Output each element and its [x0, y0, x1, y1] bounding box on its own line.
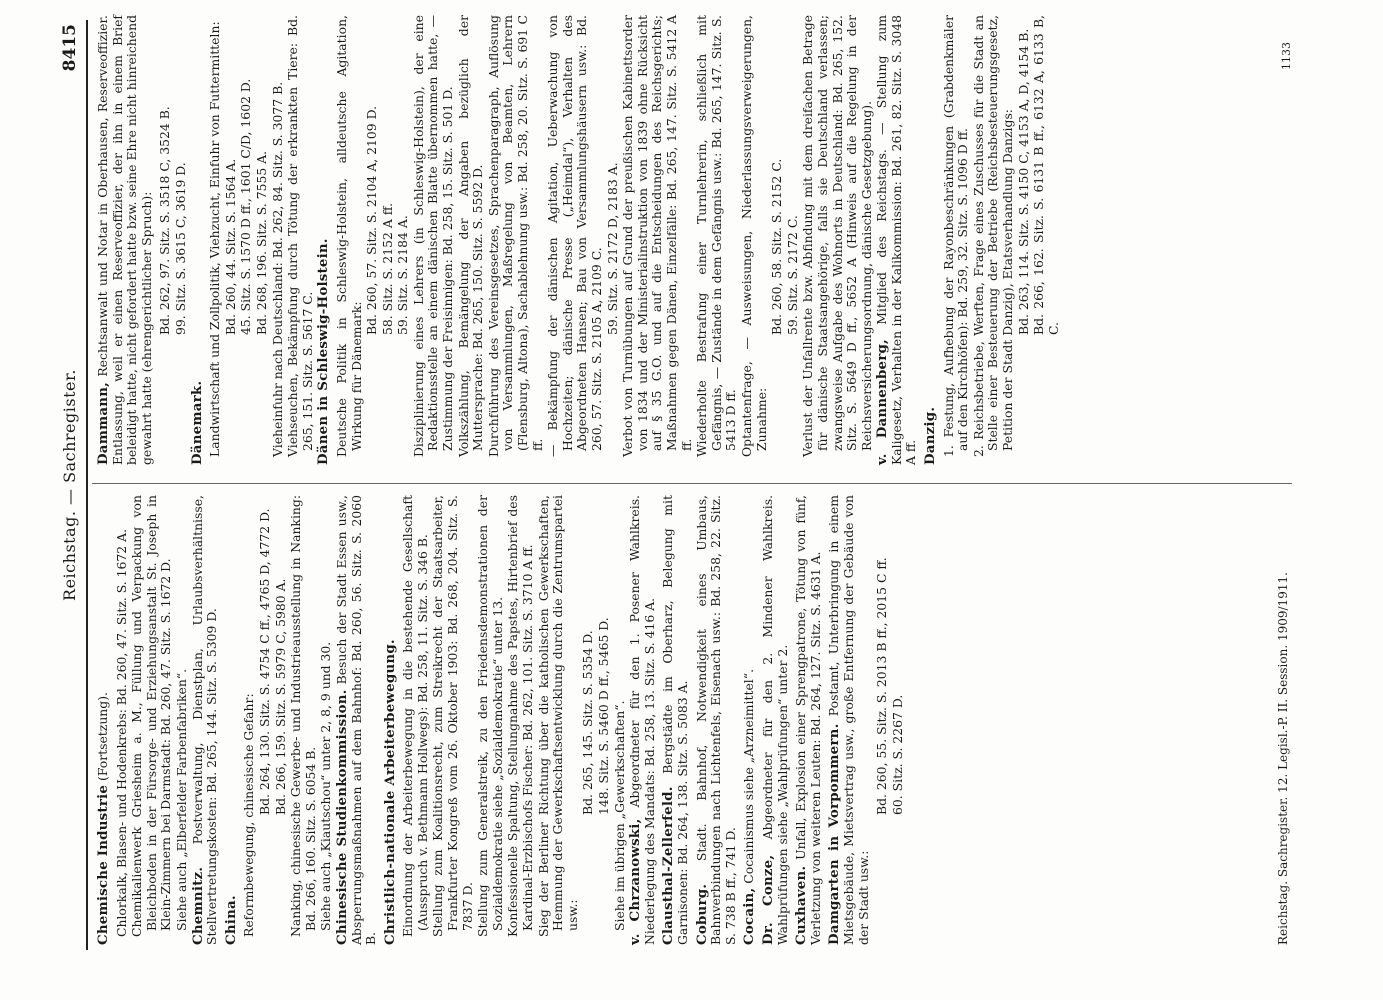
entry-text: 99. Sitz. S. 3615 C, 3619 D. — [172, 162, 188, 335]
index-entry — [335, 495, 379, 945]
entry-text: Chlorkalk, Blasen- und Hodenkrebs: Bd. 260, 47. Sitz. S. 1672 A. — [113, 528, 129, 937]
index-subentry — [274, 495, 289, 945]
index-subentry — [255, 15, 270, 465]
entry-text: Abgeordneter für den 2. Mindener Wahlkreis. Wahlprüfungen siehe „Wahlprüfungen“ unter 2. — [759, 494, 790, 945]
entry-keyword: Chemische Industrie — [95, 784, 111, 945]
entry-keyword: Dänen in Schleswig-Holstein. — [315, 238, 332, 465]
index-subentry — [476, 495, 505, 945]
index-subentry — [242, 495, 257, 945]
entry-text: Deutsche Politik in Schleswig-Holstein, alldeutsche Agitation, Wirkung für Dänemark: — [333, 15, 364, 457]
entry-text: Durchführung des Vereinsgesetzes, Sprachenparagraph, Auflösung von Versammlungen, Maßregelung von Beamten, Lehrern (Flensburg, Altona), Sachablehnung usw.: Bd. 258, 20. Sitz. S. 691 C ff. — [485, 15, 545, 457]
index-entry — [628, 495, 657, 945]
index-subentry — [597, 495, 612, 945]
index-subentry — [431, 495, 475, 945]
entry-text: Stellung zum Generalstreik, zu den Friedensdemonstrationen der Sozialdemokratie siehe „Sozialdemokratie“ unter 13. — [475, 495, 505, 937]
entry-text: Unfall, Explosion einer Sprengpatrone, Tötung von fünf, Verletzung von weiteren Leuten: Bd. 264, 127. Sitz. S. 4631 A. — [793, 495, 823, 945]
entry-text: Bd. 260, 55. Sitz. S. 2013 B ff., 2015 C ff. — [874, 557, 890, 815]
index-subentry — [581, 495, 596, 945]
entry-text: Disziplinierung eines Lehrers (in Schleswig-Holstein), der eine Redaktionsstelle an einem dänischen Blatte übernommen hatte, — Zustimmung der Freisinnigen: Bd. 258, 15. Sitz. S. 501 D. — [410, 15, 456, 457]
entry-text: 59. Sitz. S. 2172 C. — [784, 215, 800, 335]
entry-text: Wiederholte Bestrafung einer Turnlehrerin, schließlich mit Gefängnis, — Zustände in dem Gefängnis usw.: Bd. 265, 147. Sitz. S. 5413 D ff. — [694, 15, 739, 457]
entry-text: Volkszählung, Bemängelung der Angaben bezüglich der Muttersprache: Bd. 265, 150. Sitz. S. 5592 D. — [455, 15, 486, 457]
entry-text: 45. Sitz. S. 1570 D ff., 1601 C/D, 1602 D. — [238, 78, 254, 335]
entry-text: Stadt. Bahnhof, Notwendigkeit eines Umbaus, Bahnverbindungen nach Lichtenfels, Eisenach usw.: Bd. 258, 22. Sitz. S. 738 B ff., 741 D. — [693, 495, 738, 945]
entry-text: Verbot von Turnübungen auf Grund der preußischen Kabinettsorder von 1834 und der Ministerialinstruktion von 1839 ohne Rücksicht auf § 35 G.O. und auf die Entscheidungen des Reichsgerichts; Maßnahmen gegen Dänen, Einzelfälle: Bd. 265, 147. Sitz. S. 5412 A ff. — [620, 15, 694, 457]
index-entry — [661, 495, 690, 945]
index-subentry — [1017, 15, 1032, 465]
index-subentry — [487, 15, 545, 465]
index-subentry — [115, 495, 130, 945]
entry-text: Siehe auch „Kiautschou“ unter 2, 8, 9 und 30. — [318, 641, 334, 931]
page-number: 8415 — [60, 24, 80, 72]
entry-text: Viehseuchen, Bekämpfung durch Tötung der erkrankten Tiere: Bd. 265, 151. Sitz. S. 5617 C. — [285, 15, 315, 457]
index-entry — [923, 15, 938, 465]
entry-text: Bd. 262, 97. Sitz. S. 3518 C, 3524 B. — [157, 106, 173, 335]
entry-text: Reformbewegung, chinesische Gefahr: — [241, 693, 257, 937]
index-entry — [695, 495, 739, 945]
index-subentry — [412, 15, 456, 465]
entry-text: Siehe im übrigen „Gewerkschaften“. — [611, 700, 627, 931]
index-entry — [224, 495, 239, 945]
entry-keyword: Clausthal-Zellerfeld. — [660, 786, 677, 945]
index-column-right — [96, 15, 1062, 465]
entry-text: Bd. 268, 196. Sitz. S. 7555 A. — [253, 150, 269, 335]
entry-text: Vieheinfuhr nach Deutschland: Bd. 262, 84. Sitz. S. 3077 B. — [269, 81, 285, 457]
index-subentry — [365, 15, 380, 465]
index-subentry — [1032, 15, 1061, 465]
index-subentry — [457, 15, 486, 465]
entry-text: Abgeordneter für den 1. Posener Wahlkreis. Niederlegung des Mandats: Bd. 258, 13. Sitz. S. 416 A. — [627, 495, 657, 945]
index-subentry — [174, 15, 189, 465]
entry-text: Optantenfrage, — Ausweisungen, Niederlassungsverweigerungen, Zunahme: — [738, 15, 769, 457]
entry-text: Bd. 264, 130. Sitz. S. 4754 C ff., 4765 D, 4772 D. — [256, 508, 272, 815]
entry-text: Nanking, chinesische Gewerbe- und Industrieausstellung in Nanking: Bd. 266, 160. Sitz. S. 6054 B. — [288, 495, 318, 937]
entry-keyword: Danzig. — [922, 406, 939, 465]
index-subentry — [271, 15, 286, 465]
index-subentry — [606, 15, 621, 465]
entry-text: Bd. 260, 44. Sitz. S. 1564 A. — [222, 158, 238, 335]
entry-text: Verlust der Unfallrente bzw. Abfindung mit dem dreifachen Betrage für dänische Staatsangehörige, falls sie Deutschland verlassen; zwangsweise Aufgabe des Wohnorts in Deutschland: Bd. 265, 152. Sitz. S. 5649 D ff., 5652 A (Hinweis auf die Regelung in der Reichsversicherungsordnung, dänische Gesetzgebung). — [800, 15, 874, 457]
index-subentry — [942, 15, 971, 465]
entry-text: Bd. 265, 145. Sitz. S. 5354 D. — [580, 630, 596, 815]
entry-keyword: Cocain, — [741, 887, 758, 945]
entry-keyword: Coburg. — [693, 883, 710, 945]
entry-keyword: v. Chrzanowski, — [627, 818, 644, 945]
entry-text: Konfessionelle Spaltung, Stellungnahme des Papstes, Hirtenbrief des Kardinal-Erzbischofs Fischer: Bd. 262, 101. Sitz. S. 3710 A ff. — [505, 495, 536, 937]
page-title: Reichstag. — Sachregister. — [60, 369, 79, 601]
entry-keyword: Dänemark. — [188, 380, 205, 465]
index-subentry — [546, 15, 604, 465]
page-footer: Reichstag. Sachregister. 12. Legisl.-P. II. Session. 1909/1911. — [1276, 572, 1290, 945]
entry-keyword: Chinesische Studienkommission. — [333, 689, 350, 945]
entry-keyword: Damgarten in Vorpommern. — [826, 723, 843, 945]
cross-reference — [175, 495, 190, 945]
entry-text: Bd. 266, 159. Sitz. S. 5979 C, 5980 A. — [272, 578, 288, 815]
index-entry — [190, 15, 205, 465]
column-divider — [92, 483, 1292, 484]
index-subentry — [335, 15, 364, 465]
entry-text: (Fortsetzung). — [95, 692, 110, 785]
index-entry — [875, 15, 919, 465]
entry-text: Bd. 263, 114. Sitz. S. 4150 C, 4153 A, D, 4154 B. — [1015, 28, 1031, 335]
entry-text: Cocainismus siehe „Arzneimittel“. — [741, 668, 757, 888]
footer-page-number: 1133 — [1280, 42, 1293, 70]
index-subentry — [208, 15, 223, 465]
index-subentry — [286, 15, 315, 465]
index-subentry — [740, 15, 769, 465]
cross-reference — [613, 495, 628, 945]
index-subentry — [972, 15, 1016, 465]
entry-text: Mitglied des Reichstags. — Stellung zum Kaligesetz, Verhalten in der Kalikommission: Bd. 261, 82. Sitz. S. 3048 A ff. — [874, 15, 919, 465]
index-subentry — [258, 495, 273, 945]
index-entry — [761, 495, 790, 945]
index-entry — [96, 15, 154, 465]
entry-text: 58. Sitz. S. 2152 A ff. — [379, 202, 395, 335]
index-entry — [316, 15, 331, 465]
index-subentry — [786, 15, 801, 465]
entry-text: Stellung zum Koalitionsrecht, zum Streikrecht der Staatsarbeiter, Frankfurter Kongreß vom 26. Oktober 1903: Bd. 268, 204. Sitz. S. 7837 D. — [430, 495, 475, 937]
index-subentry — [537, 495, 581, 945]
entry-text: 148. Sitz. S. 5460 D ff., 5465 D. — [596, 617, 611, 815]
index-entry — [742, 495, 757, 945]
index-subentry — [396, 15, 411, 465]
index-subentry — [891, 495, 906, 945]
entry-text: Bergstädte im Oberharz, Belegung mit Garnisonen: Bd. 264, 138. Sitz. S. 5083 A. — [660, 495, 690, 945]
entry-text: 1. Festung, Aufhebung der Rayonbeschränkungen (Grabdenkmäler auf den Kirchhöfen): Bd. 259, 32. Sitz. S. 1096 D ff. — [940, 15, 971, 457]
entry-text: Besuch der Stadt Essen usw., Absperrungsmaßnahmen auf dem Bahnhof: Bd. 260, 56. Sitz. S. 2060 B. — [333, 495, 379, 945]
index-subentry — [224, 15, 239, 465]
index-entry — [827, 495, 871, 945]
index-subentry — [695, 15, 739, 465]
entry-text: 59. Sitz. S. 2172 D, 2183 A. — [604, 162, 620, 335]
index-column-left — [96, 495, 906, 945]
index-subentry — [801, 15, 874, 465]
index-subentry — [621, 15, 694, 465]
index-entry — [383, 495, 398, 945]
entry-keyword: Cuxhaven. — [793, 865, 810, 945]
index-subentry — [770, 15, 785, 465]
entry-text: Postverwaltung, Dienstplan, Urlaubsverhältnisse, Stellvertretungskosten: Bd. 265, 144. Sitz. S. 5309 D. — [189, 495, 220, 945]
entry-keyword: Chemnitz. — [189, 866, 206, 945]
entry-text: — Bekämpfung der dänischen Agitation, Ueberwachung von Hochzeiten; dänische Presse („Heimdal“), Verhalten des Abgeordneten Hansen; Bau von Versammlungshäusern usw.: Bd. 260, 57. Sitz. S. 2105 A, 2109 C. — [545, 15, 604, 457]
index-subentry — [289, 495, 318, 945]
entry-text: 2. Reichsbetriebe, Werften, Frage eines Zuschusses für die Stadt an Stelle einer Besteuerung der Betriebe (Reichsbesteuerungsgesetz, Petition der Stadt Danzig), Etatsverhandlung Danzigs: — [970, 15, 1016, 457]
cross-reference — [319, 495, 334, 945]
index-subentry — [130, 495, 174, 945]
entry-keyword: v. Dannenberg, — [874, 339, 891, 465]
entry-keyword: Christlich-nationale Arbeiterbewegung. — [381, 639, 398, 945]
entry-keyword: China. — [222, 895, 239, 945]
entry-text: Chemikalienwerk Griesheim a. M., Füllung und Verpackung von Bleichboden in der Fürsorge- und Erziehungsanstalt St. Joseph in Klein-Zimmern bei Darmstadt: Bd. 260, 47. Sitz. S. 1672 D. — [129, 495, 174, 937]
page-header — [58, 20, 88, 950]
entry-text: Landwirtschaft und Zollpolitik, Viehzucht, Einfuhr von Futtermitteln: — [207, 21, 223, 457]
entry-text: Einordnung der Arbeiterbewegung in die bestehende Gesellschaft (Ausspruch v. Bethmann Hollwegs): Bd. 258, 11. Sitz. S. 346 B. — [400, 495, 430, 937]
entry-text: Bd. 266, 162. Sitz. S. 6131 B ff., 6132 A, 6133 B, C. — [1031, 15, 1061, 335]
entry-text: 59. Sitz. S. 2184 A. — [395, 215, 411, 335]
entry-text: Bd. 260, 58. Sitz. S. 2152 C. — [769, 158, 785, 335]
entry-text: 60. Sitz. S. 2267 D. — [889, 694, 905, 815]
index-subentry — [381, 15, 396, 465]
index-subentry — [401, 495, 430, 945]
index-subentry — [506, 495, 535, 945]
index-subentry — [875, 495, 890, 945]
index-entry — [794, 495, 823, 945]
index-subentry — [239, 15, 254, 465]
entry-keyword: Dr. Conze, — [759, 854, 776, 945]
entry-text: Bd. 260, 57. Sitz. S. 2104 A, 2109 D. — [364, 105, 380, 335]
entry-text: Postamt, Unterbringung in einem Mietsgebäude, Mietsvertrag usw., große Entfernung der Gebäude von der Stadt usw.: — [826, 495, 871, 945]
entry-text: Rechtsanwalt und Notar in Oberhausen, Reserveoffizier. Entlassung, weil er einen Reserveoffizier, der ihn in einem Brief beleidigt hatte, nicht gefordert hatte bzw. seine Ehre nicht hinreichend gewahrt hatte (ehrengerichtlicher Spruch): — [95, 15, 154, 465]
index-entry — [191, 495, 220, 945]
entry-keyword: Dammann, — [95, 381, 111, 465]
index-entry — [96, 495, 111, 945]
entry-text: Siehe auch „Elberfelder Farbenfabriken“. — [173, 668, 189, 931]
entry-text: Sieg der Berliner Richtung über die katholischen Gewerkschaften, Hemmung der Gewerkschaftsentwicklung durch die Zentrumspartei usw.: — [535, 495, 580, 937]
index-subentry — [158, 15, 173, 465]
